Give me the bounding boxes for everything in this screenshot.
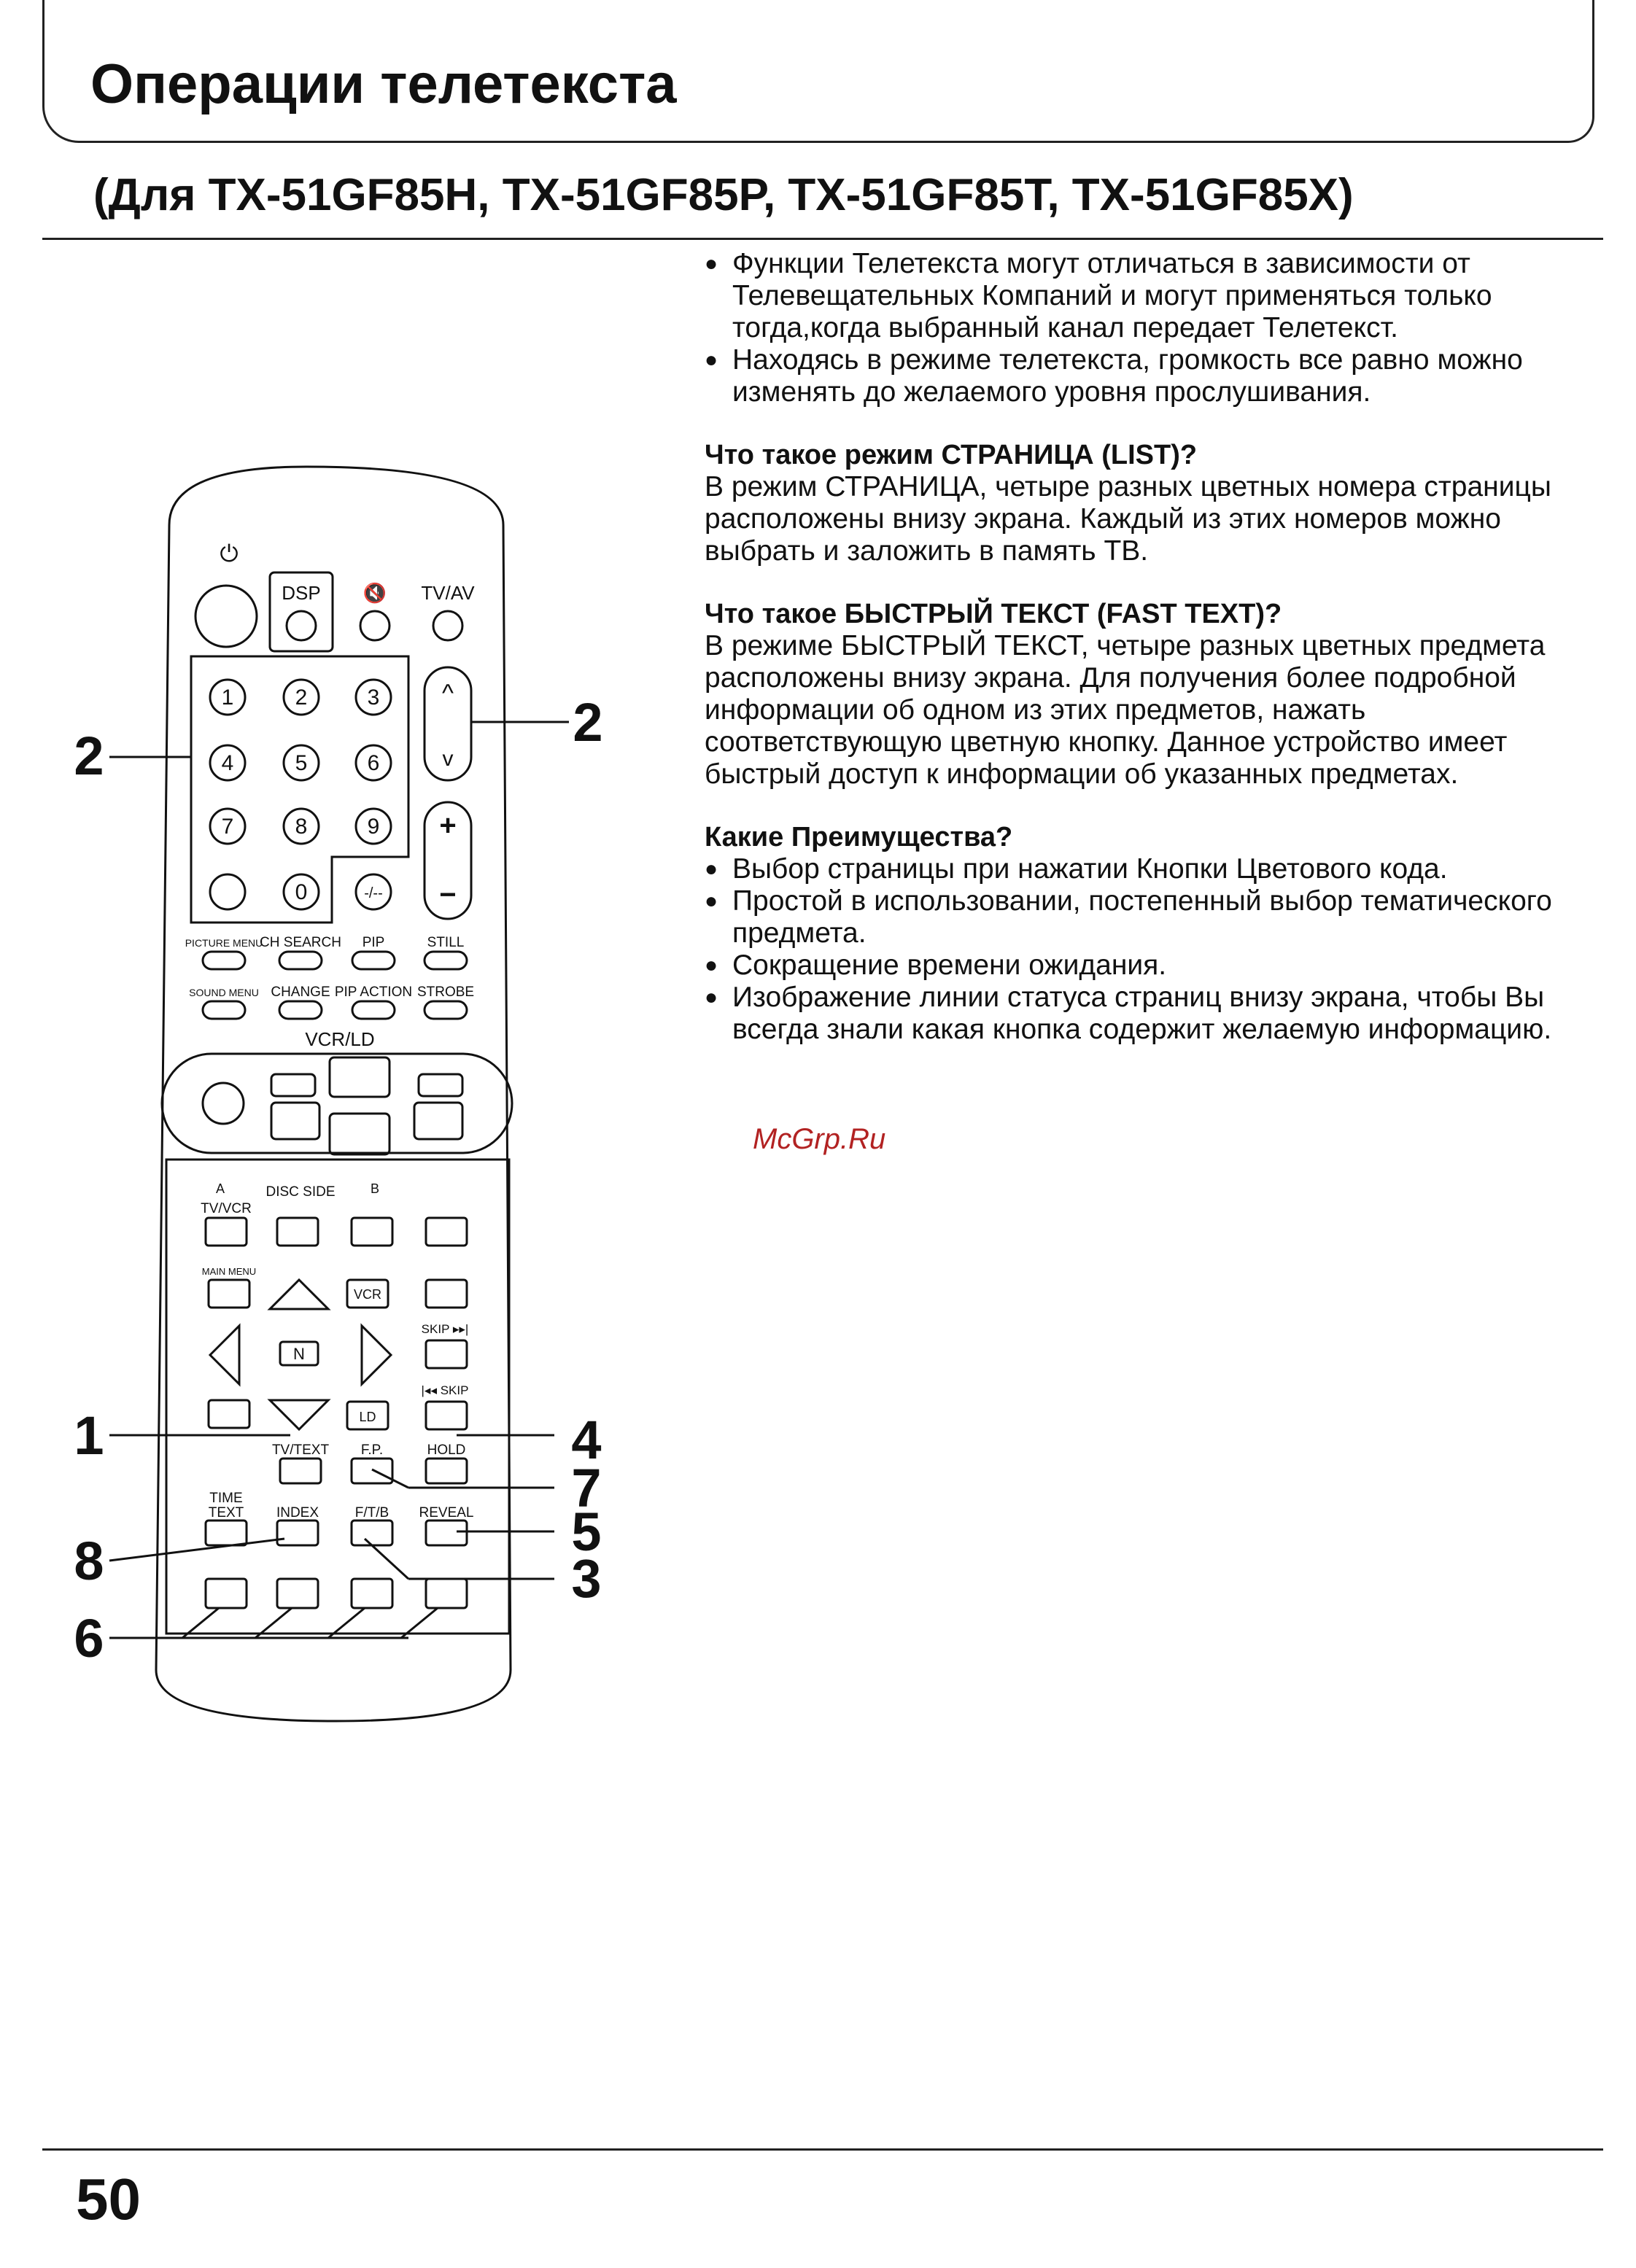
tvav-button — [433, 611, 462, 640]
skip-back-label: |◂◂ SKIP — [421, 1383, 469, 1397]
vol-minus-label: − — [439, 879, 457, 911]
power-symbol: ⏻ — [220, 540, 239, 567]
right-arrow — [362, 1326, 391, 1384]
list-mode-text: В режим СТРАНИЦА, четыре разных цветных номера страницы расположены внизу экрана. Каждый из этих номеров можно выбрать и заложить в память ТВ. — [705, 471, 1551, 567]
callout-3: 3 — [571, 1548, 602, 1609]
vcr-ld-label: VCR/LD — [305, 1028, 375, 1050]
ch-search-label: CH SEARCH — [260, 935, 341, 950]
callout-2-left: 2 — [74, 726, 104, 786]
callout-5: 5 — [571, 1502, 602, 1562]
tv-vcr-label: TV/VCR — [201, 1201, 252, 1216]
tv-text-button — [280, 1459, 321, 1483]
fp-label: F.P. — [360, 1442, 384, 1458]
picture-menu-label: PICTURE MENU — [185, 937, 263, 949]
intro-bullet: ● Находясь в режиме телетекста, громкость все равно можно изменять до желаемого уровня прослушивания. — [705, 344, 1602, 408]
disc-a-label: A — [215, 1181, 225, 1196]
digit-2-label: 2 — [295, 686, 308, 710]
vcr-label: VCR — [353, 1287, 382, 1302]
model-subtitle: (Для TX-51GF85H, TX-51GF85P, TX-51GF85T, TX-51GF85X) — [93, 170, 1354, 220]
callout-1: 1 — [74, 1405, 104, 1466]
watermark: McGrp.Ru — [753, 1123, 886, 1155]
callout-4: 4 — [571, 1410, 602, 1470]
reveal-button — [426, 1521, 467, 1545]
disc-side-label: DISC SIDE — [265, 1184, 336, 1200]
hold-button — [426, 1459, 467, 1483]
fast-text-text: В режиме БЫСТРЫЙ ТЕКСТ, четыре разных цветных предмета расположены внизу экрана. Для получения более подробной информации об одном из этих предметов, нажать соответствующую цветную кнопку. Данное устройство имеет быстрый доступ к информации об указанных предметах. — [705, 630, 1546, 790]
pip-label: PIP — [362, 935, 385, 950]
dsp-label: DSP — [282, 582, 321, 604]
callout-8: 8 — [74, 1531, 104, 1591]
index-label: INDEX — [276, 1505, 319, 1521]
mute-button — [360, 611, 389, 640]
intro-bullet: ● Функции Телетекста могут отличаться в зависимости от Телевещательных Компаний и могут применяться только тогда,когда выбранный канал передает Телетекст. — [705, 248, 1602, 344]
advantage-item: ● Сокращение времени ожидания. — [705, 949, 1602, 982]
reveal-label: REVEAL — [419, 1505, 474, 1521]
main-menu-label: MAIN MENU — [201, 1266, 257, 1277]
callout-2-right: 2 — [573, 692, 603, 753]
remote-body — [156, 467, 511, 1721]
digit-4-label: 4 — [221, 751, 234, 775]
digit-5-label: 5 — [295, 751, 308, 775]
ch-down-label: v — [442, 747, 454, 771]
ch-up-label: ^ — [442, 680, 454, 707]
digit-1-label: 1 — [221, 686, 234, 710]
index-button — [277, 1521, 318, 1545]
page-title: Операции телетекста — [90, 53, 677, 115]
strobe-label: STROBE — [416, 985, 475, 1000]
callout-6: 6 — [74, 1608, 104, 1669]
time-text-button — [206, 1521, 247, 1545]
vcr-power-button — [203, 1083, 244, 1124]
left-arrow — [210, 1326, 239, 1384]
advantages-heading: Какие Преимущества? — [705, 822, 1013, 853]
ld-label: LD — [359, 1410, 376, 1424]
digit-0-label: 0 — [295, 880, 308, 904]
advantage-item: ● Простой в использовании, постепенный выбор тематического предмета. — [705, 885, 1602, 949]
hold-label: HOLD — [427, 1442, 466, 1458]
tvav-label: TV/AV — [421, 582, 475, 604]
advantage-item: ● Выбор страницы при нажатии Кнопки Цветового кода. — [705, 853, 1602, 885]
mute-label: 🔇 — [363, 582, 387, 604]
time-text-label-2: TEXT — [208, 1505, 244, 1521]
still-label: STILL — [427, 935, 465, 950]
disc-b-label: B — [370, 1181, 380, 1196]
digit-8-label: 8 — [295, 815, 308, 839]
digit-3-label: 3 — [367, 686, 380, 710]
page-number: 50 — [76, 2167, 141, 2232]
red-button — [206, 1579, 247, 1608]
text-key — [210, 874, 245, 909]
callout-7: 7 — [571, 1458, 602, 1518]
down-arrow — [270, 1400, 328, 1429]
ftb-button — [352, 1521, 392, 1545]
advantage-item: ● Изображение линии статуса страниц внизу экрана, чтобы Вы всегда знали какая кнопка содержит желаемую информацию. — [705, 982, 1602, 1046]
yellow-button — [352, 1579, 392, 1608]
blue-button — [426, 1579, 467, 1608]
bottom-rule — [42, 2148, 1603, 2151]
time-text-label-1: TIME — [209, 1491, 243, 1506]
dsp-button — [287, 611, 316, 640]
fp-button — [352, 1459, 392, 1483]
vol-plus-label: + — [439, 809, 457, 842]
green-button — [277, 1579, 318, 1608]
power-button — [195, 586, 257, 647]
digit-9-label: 9 — [367, 815, 380, 839]
digit-7-label: 7 — [221, 815, 234, 839]
pip-action-label: PIP ACTION — [334, 985, 413, 1000]
sound-menu-label: SOUND MENU — [189, 987, 259, 998]
n-label: N — [293, 1345, 305, 1363]
ftb-label: F/T/B — [354, 1505, 389, 1521]
tv-text-label: TV/TEXT — [271, 1442, 330, 1458]
dash-key-label: -/-- — [364, 885, 383, 901]
up-arrow — [270, 1280, 328, 1309]
fast-text-heading: Что такое БЫСТРЫЙ ТЕКСТ (FAST TEXT)? — [705, 599, 1282, 629]
skip-fwd-label: SKIP ▸▸| — [421, 1322, 469, 1336]
list-mode-heading: Что такое режим СТРАНИЦА (LIST)? — [705, 440, 1198, 470]
digit-6-label: 6 — [367, 751, 380, 775]
change-label: CHANGE — [271, 985, 330, 1000]
